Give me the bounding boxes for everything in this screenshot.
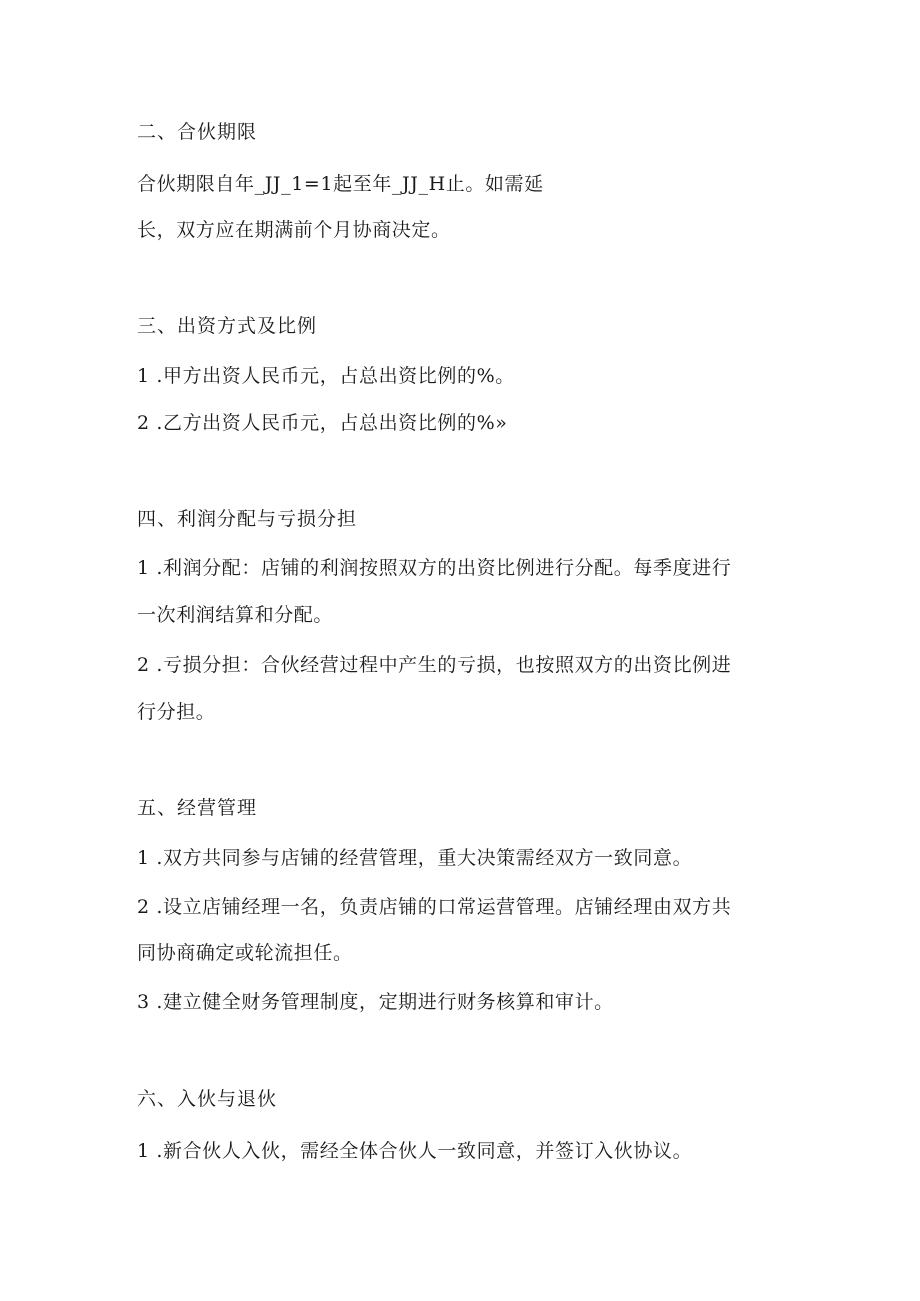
profit-item-2-line-2: 行分担。: [137, 701, 216, 723]
admission-item-1: 1 .新合伙人入伙，需经全体合伙人一致同意，并签订入伙协议。: [137, 1140, 693, 1162]
management-item-3: 3 .建立健全财务管理制度，定期进行财务核算和审计。: [137, 991, 614, 1013]
section-heading-capital: 三、出资方式及比例: [137, 315, 318, 337]
capital-item-1: 1 .甲方出资人民币元，占总出资比例的%。: [137, 365, 515, 387]
profit-item-2-line-1: 2 .亏损分担：合伙经营过程中产生的亏损，也按照双方的出资比例进: [137, 654, 732, 676]
section-heading-profit: 四、利润分配与亏损分担: [137, 508, 358, 530]
profit-item-1-line-2: 一次利润结算和分配。: [137, 604, 334, 626]
management-item-2-line-1: 2 .设立店铺经理一名，负责店铺的口常运营管理。店铺经理由双方共: [137, 896, 732, 918]
section-heading-term: 二、合伙期限: [137, 121, 258, 143]
term-paragraph-line-1: 合伙期限自年_JJ_1=1起至年_JJ_H止。如需延: [137, 173, 544, 195]
management-item-1: 1 .双方共同参与店铺的经营管理，重大决策需经双方一致同意。: [137, 847, 693, 869]
term-paragraph-line-2: 长，双方应在期满前个月协商决定。: [137, 219, 451, 241]
capital-item-2: 2 .乙方出资人民币元，占总出资比例的%»: [137, 412, 508, 434]
profit-item-1-line-1: 1 .利润分配：店铺的利润按照双方的出资比例进行分配。每季度进行: [137, 557, 732, 579]
section-heading-admission: 六、入伙与退伙: [137, 1088, 278, 1110]
management-item-2-line-2: 同协商确定或轮流担任。: [137, 942, 353, 964]
section-heading-management: 五、经营管理: [137, 797, 258, 819]
